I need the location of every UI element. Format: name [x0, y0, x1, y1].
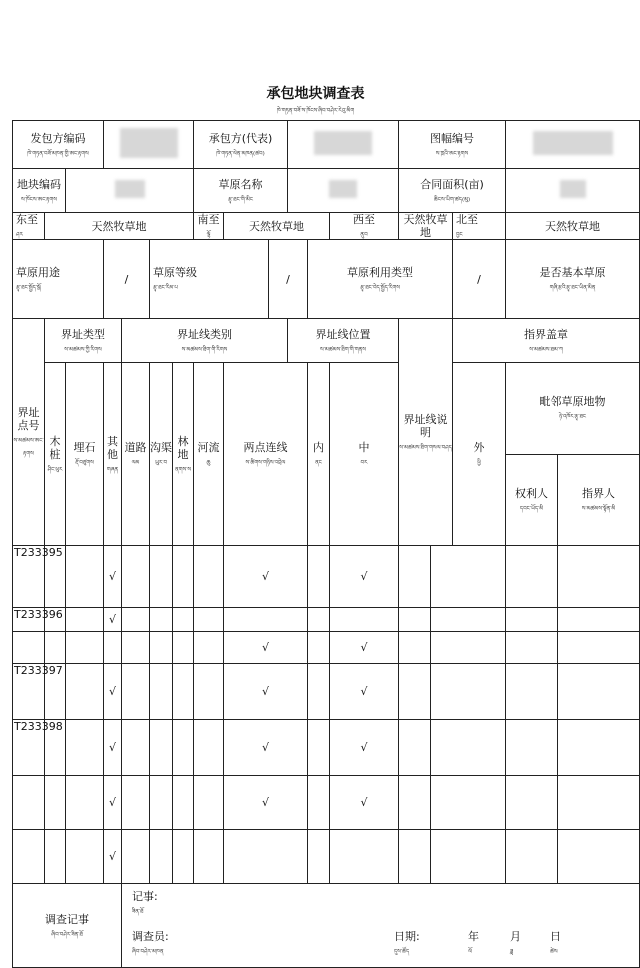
south-label: 南至 ལྷོ [194, 213, 224, 240]
south-value[interactable]: 天然牧草地 [224, 213, 330, 240]
middle-header: 中 བར [330, 363, 399, 546]
seal-header: 指界盖章 ས་མཚམས་ཐམ་ཀ [453, 319, 640, 363]
surveyor-label: 调查员: ཞིབ་བཤེར་མཁན [132, 930, 169, 955]
use-type-value[interactable]: / [453, 240, 506, 319]
survey-notes-label: 调查记事 ཞིབ་བཤེར་ཟིན་ཐོ [13, 884, 122, 968]
date-label: 日期: དུས་ཚོད [394, 930, 420, 955]
other-check[interactable]: √ [104, 546, 122, 608]
line-desc-header: 界址线说明 ས་མཚམས་ཐིག་གསལ་བཤད [399, 319, 453, 546]
grade-value[interactable]: / [269, 240, 308, 319]
outer-header: 外 ཕྱི [453, 363, 506, 546]
forest-header: 林地 ནགས་ས [173, 363, 194, 546]
line-position-header: 界址线位置 ས་མཚམས་ཐིག་གི་གནས [288, 319, 399, 363]
point-no-header: 界址点号 ས་མཚམས་ཨང་རྟགས [13, 319, 45, 546]
point-id: T233395 [13, 546, 45, 608]
other-check[interactable]: √ [104, 608, 122, 632]
inner-header: 内 ནང [308, 363, 330, 546]
marker-type-header: 界址类型 ས་མཚམས་ཀྱི་རིགས [45, 319, 122, 363]
point-id: T233396 [13, 608, 45, 632]
two-point-check[interactable]: √ [224, 720, 308, 776]
contractee-label: 承包方(代表) ཁེ་གཏན་ལེན་མཁན(ཚབ) [194, 121, 288, 169]
parcel-code-value[interactable] [66, 169, 194, 213]
other-header: 其他 གཞན [104, 363, 122, 546]
stone-header: 埋石 རྡོ་བཙུགས [66, 363, 104, 546]
year-label: 年 ལོ [468, 930, 479, 955]
grade-label: 草原等级 རྩྭ་ཐང་རིམ་པ [150, 240, 269, 319]
map-sheet-value[interactable] [506, 121, 640, 169]
basic-grassland-label: 是否基本草原 གཞི་རྩའི་རྩྭ་ཐང་ཡིན་མིན [506, 240, 640, 319]
survey-notes-area[interactable] [122, 884, 640, 968]
west-value[interactable]: 天然牧草地 [399, 213, 453, 240]
usage-value[interactable]: / [104, 240, 150, 319]
line-category-header: 界址线类别 ས་མཚམས་ཐིག་གི་རིགས [122, 319, 288, 363]
middle-check[interactable]: √ [330, 720, 399, 776]
point-id: T233398 [13, 720, 45, 776]
grassland-name-label: 草原名称 རྩྭ་ཐང་གི་མིང [194, 169, 288, 213]
notes-label: 记事: ཟིན་ཐོ [132, 890, 158, 915]
contract-area-label: 合同面积(亩) ཆིངས་ཡིག་ཚད(མུ) [399, 169, 506, 213]
north-value[interactable]: 天然牧草地 [506, 213, 640, 240]
two-point-check[interactable]: √ [224, 776, 308, 830]
river-header: 河流 ཆུ [194, 363, 224, 546]
road-header: 道路 ལམ [122, 363, 150, 546]
middle-check[interactable]: √ [330, 546, 399, 608]
other-check[interactable]: √ [104, 776, 122, 830]
contractor-code-value[interactable] [104, 121, 194, 169]
usage-label: 草原用途 རྩྭ་ཐང་སྤྱོད་སྒོ [13, 240, 104, 319]
parcel-code-label: 地块编码 ས་ཁོངས་ཨང་རྟགས [13, 169, 66, 213]
other-check[interactable]: √ [104, 664, 122, 720]
form-subtitle-tibetan: ཁེ་གཏན་བཟོ་ས་ཁོངས་ཞིབ་བཤེར་རེའུ་མིག [276, 108, 355, 114]
form-title: 承包地块调查表 [266, 86, 365, 102]
west-label: 西至 ནུབ [330, 213, 399, 240]
map-sheet-label: 图幅编号 ས་ཁྲའི་ཨང་རྟགས [399, 121, 506, 169]
middle-check[interactable]: √ [330, 632, 399, 664]
day-label: 日 ཚེས [550, 930, 561, 955]
owner-header: 权利人 དབང་ཡོད་མི [506, 454, 558, 546]
two-point-check[interactable]: √ [224, 546, 308, 608]
middle-check[interactable]: √ [330, 664, 399, 720]
pointer-header: 指界人 ས་མཚམས་སྟོན་མི [558, 454, 640, 546]
wood-header: 木桩 ཤིང་ཕུར [45, 363, 66, 546]
month-label: 月 ཟླ [510, 930, 521, 955]
contract-area-value[interactable] [506, 169, 640, 213]
survey-table [12, 120, 640, 968]
grassland-name-value[interactable] [288, 169, 399, 213]
contractee-value[interactable] [288, 121, 399, 169]
middle-check[interactable]: √ [330, 776, 399, 830]
point-id [13, 776, 45, 830]
point-id: T233397 [13, 664, 45, 720]
neighbor-header: 毗邻草原地物 ཉེ་འཁོར་རྩྭ་ཐང [506, 363, 640, 455]
contractor-code-label: 发包方编码 ཁེ་གཏན་བཟོ་མཁན་གྱི་ཨང་རྟགས [13, 121, 104, 169]
two-point-header: 两点连线 ས་ཚིགས་གཉིས་འབྲེལ [224, 363, 308, 546]
use-type-label: 草原利用类型 རྩྭ་ཐང་བེད་སྤྱོད་རིགས [308, 240, 453, 319]
point-id [13, 830, 45, 884]
two-point-check[interactable]: √ [224, 632, 308, 664]
east-value[interactable]: 天然牧草地 [45, 213, 194, 240]
north-label: 北至 བྱང [453, 213, 506, 240]
east-label: 东至 ཤར [13, 213, 45, 240]
other-check[interactable]: √ [104, 720, 122, 776]
ditch-header: 沟渠 ཡུར་བ [150, 363, 173, 546]
other-check[interactable]: √ [104, 830, 122, 884]
two-point-check[interactable]: √ [224, 664, 308, 720]
